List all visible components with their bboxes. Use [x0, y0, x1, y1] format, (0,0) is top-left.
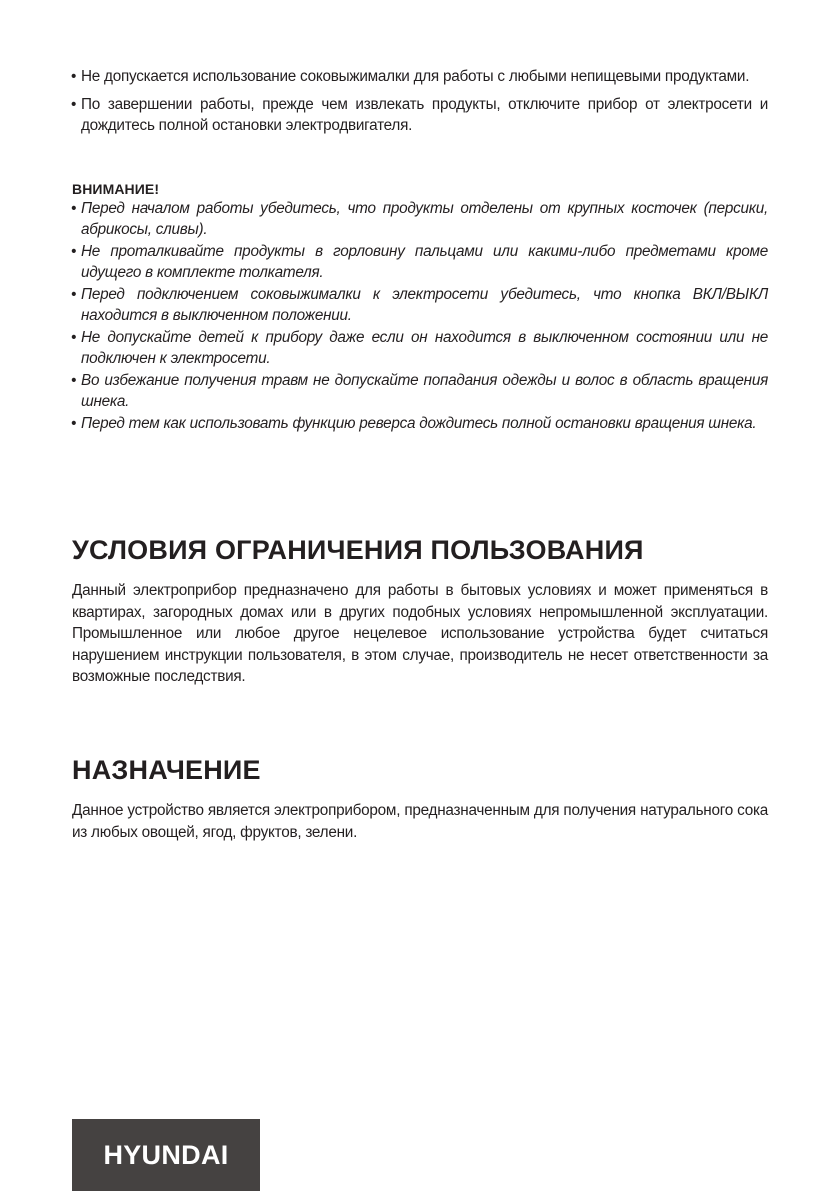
document-page	[72, 66, 768, 841]
warning-item: • Не допускайте детей к прибору даже если он находится в выключенном состоянии или не подключен к электросети.	[72, 327, 768, 370]
hyundai-logo	[72, 1119, 260, 1191]
logo-text: HYUNDAI	[103, 1139, 229, 1170]
purpose-text: Данное устройство является электроприбором, предназначенным для получения натурального сока из любых овощей, ягод, фруктов, зелени.	[72, 802, 768, 841]
usage-conditions-heading: УСЛОВИЯ ОГРАНИЧЕНИЯ ПОЛЬЗОВАНИЯ	[72, 535, 644, 565]
safety-item: • Не допускается использование соковыжималки для работы с любыми непищевыми продуктами.	[72, 66, 768, 88]
safety-list	[72, 66, 768, 137]
warning-item: • Во избежание получения травм не допускайте попадания одежды и волос в область вращения шнека.	[72, 370, 768, 413]
warning-item: • Перед подключением соковыжималки к электросети убедитесь, что кнопка ВКЛ/ВЫКЛ находится в выключенном положении.	[72, 284, 768, 327]
usage-conditions-section	[72, 534, 768, 688]
warning-item: • Перед тем как использовать функцию реверса дождитесь полной остановки вращения шнека.	[72, 413, 768, 435]
warning-item: • Не проталкивайте продукты в горловину пальцами или какими-либо предметами кроме идущего в комплекте толкателя.	[72, 241, 768, 284]
usage-conditions-text: Данный электроприбор предназначено для работы в бытовых условиях и может применяться в квартирах, загородных домах или в других подобных условиях непромышленной эксплуатации. Промышленное или любое другое нецелевое использование устройства будет считаться нарушением инструкции пользователя, в этом случае, производитель не несет ответственности за возможные последствия.	[72, 582, 768, 685]
warning-item: • Перед началом работы убедитесь, что продукты отделены от крупных косточек (персики, абрикосы, сливы).	[72, 198, 768, 241]
safety-item: • По завершении работы, прежде чем извлекать продукты, отключите прибор от электросети и дождитесь полной остановки электродвигателя.	[72, 94, 768, 137]
purpose-section	[72, 754, 768, 843]
purpose-heading: НАЗНАЧЕНИЕ	[72, 755, 261, 785]
warning-title: ВНИМАНИЕ!	[72, 180, 160, 197]
warning-list	[72, 198, 768, 435]
